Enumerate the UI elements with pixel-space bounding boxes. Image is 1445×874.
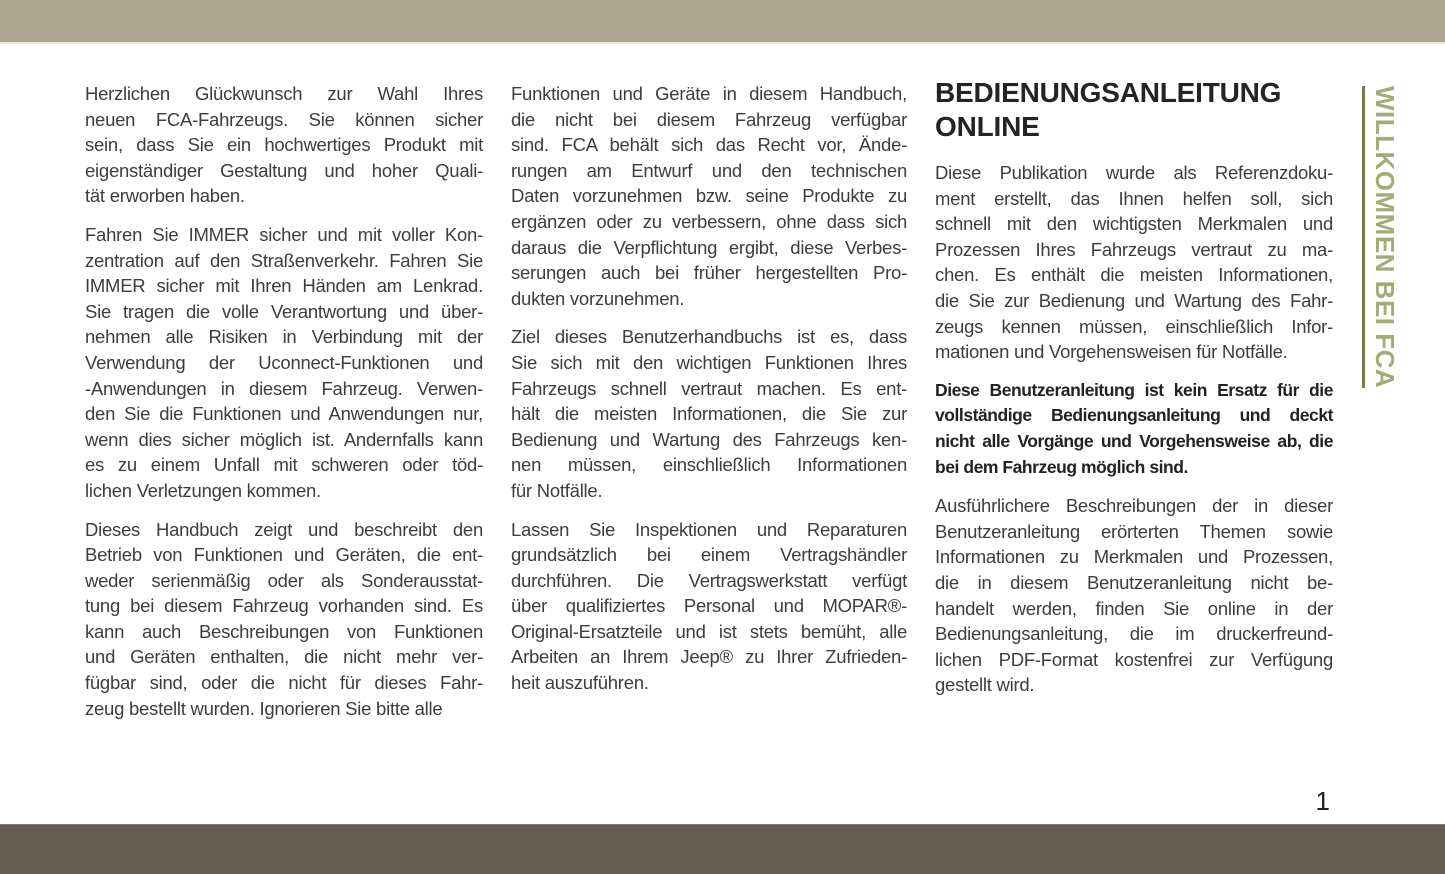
text-line: ergänzen oder zu verbessern, ohne dass sich bbox=[511, 210, 907, 232]
page-number: 1 bbox=[1315, 786, 1330, 816]
text-line: Funktionen und Geräte in diesem Handbuch, bbox=[511, 83, 907, 104]
text-line: dukten vorzunehmen. bbox=[511, 287, 685, 309]
text-line: zeug bestellt wurden. Ignorieren Sie bitte alle bbox=[85, 697, 443, 719]
paragraph bbox=[85, 517, 483, 722]
text-line: Bedienungsanleitung, die im druckerfreund- bbox=[935, 623, 1333, 645]
text-line: eigenständiger Gestaltung und hoher Quali- bbox=[85, 159, 483, 181]
text-line: weder serienmäßig oder als Sonderausstat- bbox=[85, 569, 483, 591]
text-line: Dieses Handbuch zeigt und beschreibt den bbox=[85, 518, 483, 540]
text-line: ment erstellt, das Ihnen helfen soll, sich bbox=[935, 187, 1333, 209]
text-line: sein, dass Sie ein hochwertiges Produkt mit bbox=[85, 134, 483, 156]
text-line: zentration auf den Straßenverkehr. Fahren Sie bbox=[85, 249, 483, 271]
text-line: chen. Es enthält die meisten Informationen, bbox=[935, 264, 1333, 286]
text-line: über qualifiziertes Personal und MOPAR®- bbox=[511, 595, 907, 617]
paragraph bbox=[85, 222, 483, 504]
text-line: heit auszuführen. bbox=[511, 672, 649, 694]
top-header-band bbox=[0, 0, 1445, 42]
emphasis-paragraph bbox=[935, 378, 1333, 480]
text-line: daraus die Verpflichtung ergibt, diese Verbes- bbox=[511, 236, 907, 258]
text-line: handelt werden, finden Sie online in der bbox=[935, 597, 1333, 619]
text-line: vollständige Bedienungsanleitung und deckt bbox=[935, 405, 1333, 426]
paragraph bbox=[511, 324, 907, 503]
text-line: Ausführlichere Beschreibungen der in dieser bbox=[935, 495, 1333, 517]
text-line: für Notfälle. bbox=[511, 479, 603, 501]
text-line: nicht alle Vorgänge und Vorgehensweise ab, die bbox=[935, 430, 1333, 451]
text-line: nen müssen, einschließlich Informationen bbox=[511, 454, 907, 476]
text-line: schnell mit den wichtigsten Merkmalen und bbox=[935, 213, 1333, 235]
text-line: nehmen alle Risiken in Verbindung mit der bbox=[85, 326, 483, 348]
text-line: Fahrzeugs schnell vertraut machen. Es ent- bbox=[511, 377, 907, 399]
text-line: sind. FCA behält sich das Recht vor, Ände- bbox=[511, 134, 907, 156]
text-line: die nicht bei diesem Fahrzeug verfügbar bbox=[511, 108, 907, 130]
text-line: -Anwendungen in diesem Fahrzeug. Verwen- bbox=[85, 377, 483, 399]
text-line: die in diesem Benutzeranleitung nicht be- bbox=[935, 571, 1333, 593]
text-line: Diese Publikation wurde als Referenzdoku- bbox=[935, 162, 1333, 183]
text-line: zeugs kennen müssen, einschließlich Infor- bbox=[935, 315, 1333, 337]
text-column-1 bbox=[85, 81, 483, 734]
text-line: serungen auch bei früher hergestellten Pro- bbox=[511, 262, 907, 284]
text-line: Sie sich mit den wichtigen Funktionen Ihres bbox=[511, 351, 907, 373]
text-line: hält die meisten Informationen, die Sie zur bbox=[511, 403, 907, 425]
paragraph bbox=[511, 517, 907, 696]
text-line: Arbeiten an Ihrem Jeep® zu Ihrer Zufrieden- bbox=[511, 646, 907, 668]
text-line: Verwendung der Uconnect-Funktionen und bbox=[85, 351, 483, 373]
section-heading: BEDIENUNGSANLEITUNG ONLINE bbox=[935, 77, 1282, 142]
paragraph bbox=[85, 81, 483, 209]
text-line: neuen FCA-Fahrzeugs. Sie können sicher bbox=[85, 108, 483, 130]
text-line: mationen und Vorgehensweisen für Notfälle. bbox=[935, 341, 1288, 363]
text-line: tät erworben haben. bbox=[85, 185, 245, 207]
text-line: Fahren Sie IMMER sicher und mit voller Kon- bbox=[85, 223, 483, 245]
text-line: Daten vorzunehmen bzw. seine Produkte zu bbox=[511, 185, 907, 207]
text-line: Informationen zu Merkmalen und Prozessen, bbox=[935, 546, 1333, 568]
paragraph bbox=[935, 493, 1333, 698]
text-line: kann auch Beschreibungen von Funktionen bbox=[85, 620, 483, 642]
text-line: lichen Verletzungen kommen. bbox=[85, 479, 321, 501]
text-line: tung bei diesem Fahrzeug vorhanden sind. Es bbox=[85, 595, 483, 617]
text-line: rungen am Entwurf und den technischen bbox=[511, 159, 907, 181]
text-line: Betrieb von Funktionen und Geräten, die ent- bbox=[85, 544, 483, 566]
text-line: den Sie die Funktionen und Anwendungen nur, bbox=[85, 403, 483, 425]
text-line: fügbar sind, oder die nicht für dieses Fahr- bbox=[85, 672, 483, 694]
text-line: Herzlichen Glückwunsch zur Wahl Ihres bbox=[85, 83, 483, 104]
text-line: Diese Benutzeranleitung ist kein Ersatz für die bbox=[935, 379, 1333, 400]
text-line: Benutzeranleitung erörterten Themen sowie bbox=[935, 520, 1333, 542]
text-line: es zu einem Unfall mit schweren oder töd- bbox=[85, 454, 483, 476]
text-line: gestellt wird. bbox=[935, 674, 1035, 696]
text-line: Sie tragen die volle Verantwortung und über- bbox=[85, 300, 483, 322]
text-line: Prozessen Ihres Fahrzeugs vertraut zu ma- bbox=[935, 238, 1333, 260]
text-line: Original-Ersatzteile und ist stets bemüht, alle bbox=[511, 620, 907, 642]
text-column-2 bbox=[511, 81, 907, 709]
text-line: die Sie zur Bedienung und Wartung des Fahr- bbox=[935, 289, 1333, 311]
text-line: Ziel dieses Benutzerhandbuchs ist es, dass bbox=[511, 326, 907, 348]
text-line: lichen PDF-Format kostenfrei zur Verfügung bbox=[935, 648, 1333, 670]
paragraph bbox=[935, 160, 1333, 365]
text-line: bei dem Fahrzeug möglich sind. bbox=[935, 456, 1188, 477]
text-line: IMMER sicher mit Ihren Händen am Lenkrad. bbox=[85, 275, 483, 297]
text-line: wenn dies sicher möglich ist. Andernfalls kann bbox=[85, 428, 483, 450]
bottom-footer-band bbox=[0, 824, 1445, 874]
text-line: und Geräten enthalten, die nicht mehr ver- bbox=[85, 646, 483, 668]
text-line: Bedienung und Wartung des Fahrzeugs ken- bbox=[511, 428, 907, 450]
paragraph bbox=[511, 81, 907, 311]
text-line: grundsätzlich bei einem Vertragshändler bbox=[511, 544, 907, 566]
text-line: Lassen Sie Inspektionen und Reparaturen bbox=[511, 518, 907, 540]
text-line: durchführen. Die Vertragswerkstatt verfügt bbox=[511, 569, 907, 591]
chapter-tab-label: WILLKOMMEN BEI FCA bbox=[1370, 86, 1400, 389]
chapter-tab bbox=[1362, 86, 1400, 388]
text-column-3 bbox=[935, 76, 1333, 711]
